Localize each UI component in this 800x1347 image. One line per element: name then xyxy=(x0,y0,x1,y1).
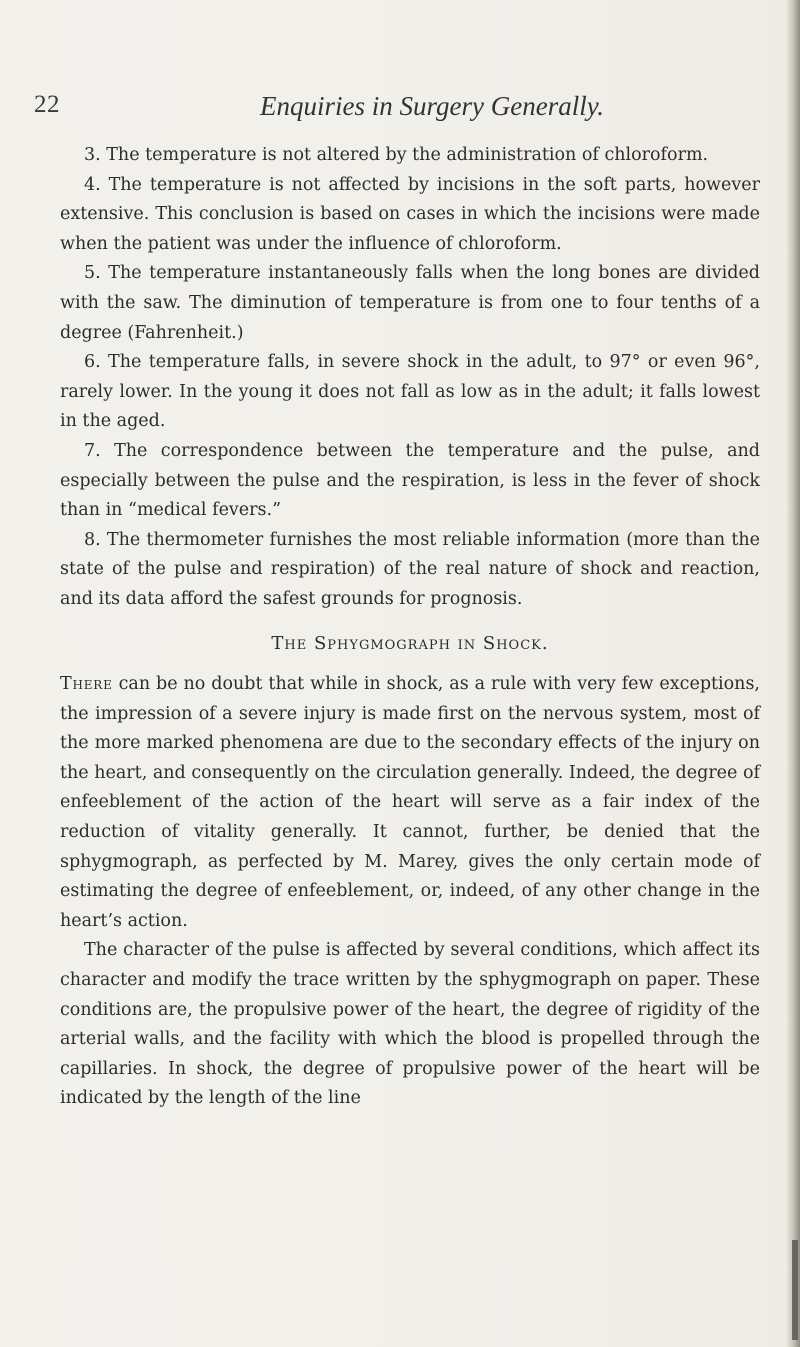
body-text xyxy=(60,141,760,1114)
paragraph-3: 3. The temperature is not altered by the administration of chloroform. xyxy=(84,145,709,165)
section-paragraph-1 xyxy=(60,670,760,936)
section-heading: The Sphygmograph in Shock. xyxy=(271,632,549,654)
lead-word: There xyxy=(60,674,113,695)
page-edge-dark-mark xyxy=(792,1240,798,1340)
section-paragraph-2: The character of the pulse is affected by several conditions, which affect its character and modify the trace written by the sphygmograph on paper. These conditions are, the propulsive power of the heart, the degree of rigidity of the arterial walls, and the facility with which the blood is propelled through the capillaries. In shock, the degree of propulsive power of the heart will be indicated by the length of the line xyxy=(60,940,760,1109)
paragraph-4: 4. The temperature is not affected by incisions in the soft parts, however extensive. This conclusion is based on cases in which the incisions were made when the patient was under the influence of chloroform. xyxy=(60,174,760,254)
running-title: Enquiries in Surgery Generally. xyxy=(260,91,604,121)
page-number: 22 xyxy=(34,91,60,118)
paragraph-6: 6. The temperature falls, in severe shock in the adult, to 97° or even 96°, rarely lower. In the young it does not fall as low as in the adult; it falls lowest in the aged. xyxy=(60,352,760,432)
paragraph-8: 8. The thermometer furnishes the most reliable information (more than the state of the pulse and respiration) of the real nature of shock and reaction, and its data afford the safest grounds for prognosis. xyxy=(60,529,760,609)
page-edge-shadow xyxy=(786,0,800,1347)
paragraph-5: 5. The temperature instantaneously falls when the long bones are divided with the saw. The diminution of temperature is from one to four tenths of a degree (Fahrenheit.) xyxy=(60,263,760,343)
paragraph-7: 7. The correspondence between the temperature and the pulse, and especially between the pulse and the respiration, is less in the fever of shock than in “medical fevers.” xyxy=(60,440,760,521)
section-paragraph-1-text: can be no doubt that while in shock, as a rule with very few exceptions, the impression of a severe injury is made first on the nervous system, most of the more marked phenomena are due to the secondary effects of the injury on the heart, and consequently on the circulation generally. Indeed, the degree of enfeeblement of the action of the heart will serve as a fair index of the reduction of vitality generally. It cannot, further, be denied that the sphygmograph, as perfected by M. Marey, gives the only certain mode of estimating the degree of enfeeblement, or, indeed, of any other change in the heart’s action. xyxy=(60,674,760,931)
